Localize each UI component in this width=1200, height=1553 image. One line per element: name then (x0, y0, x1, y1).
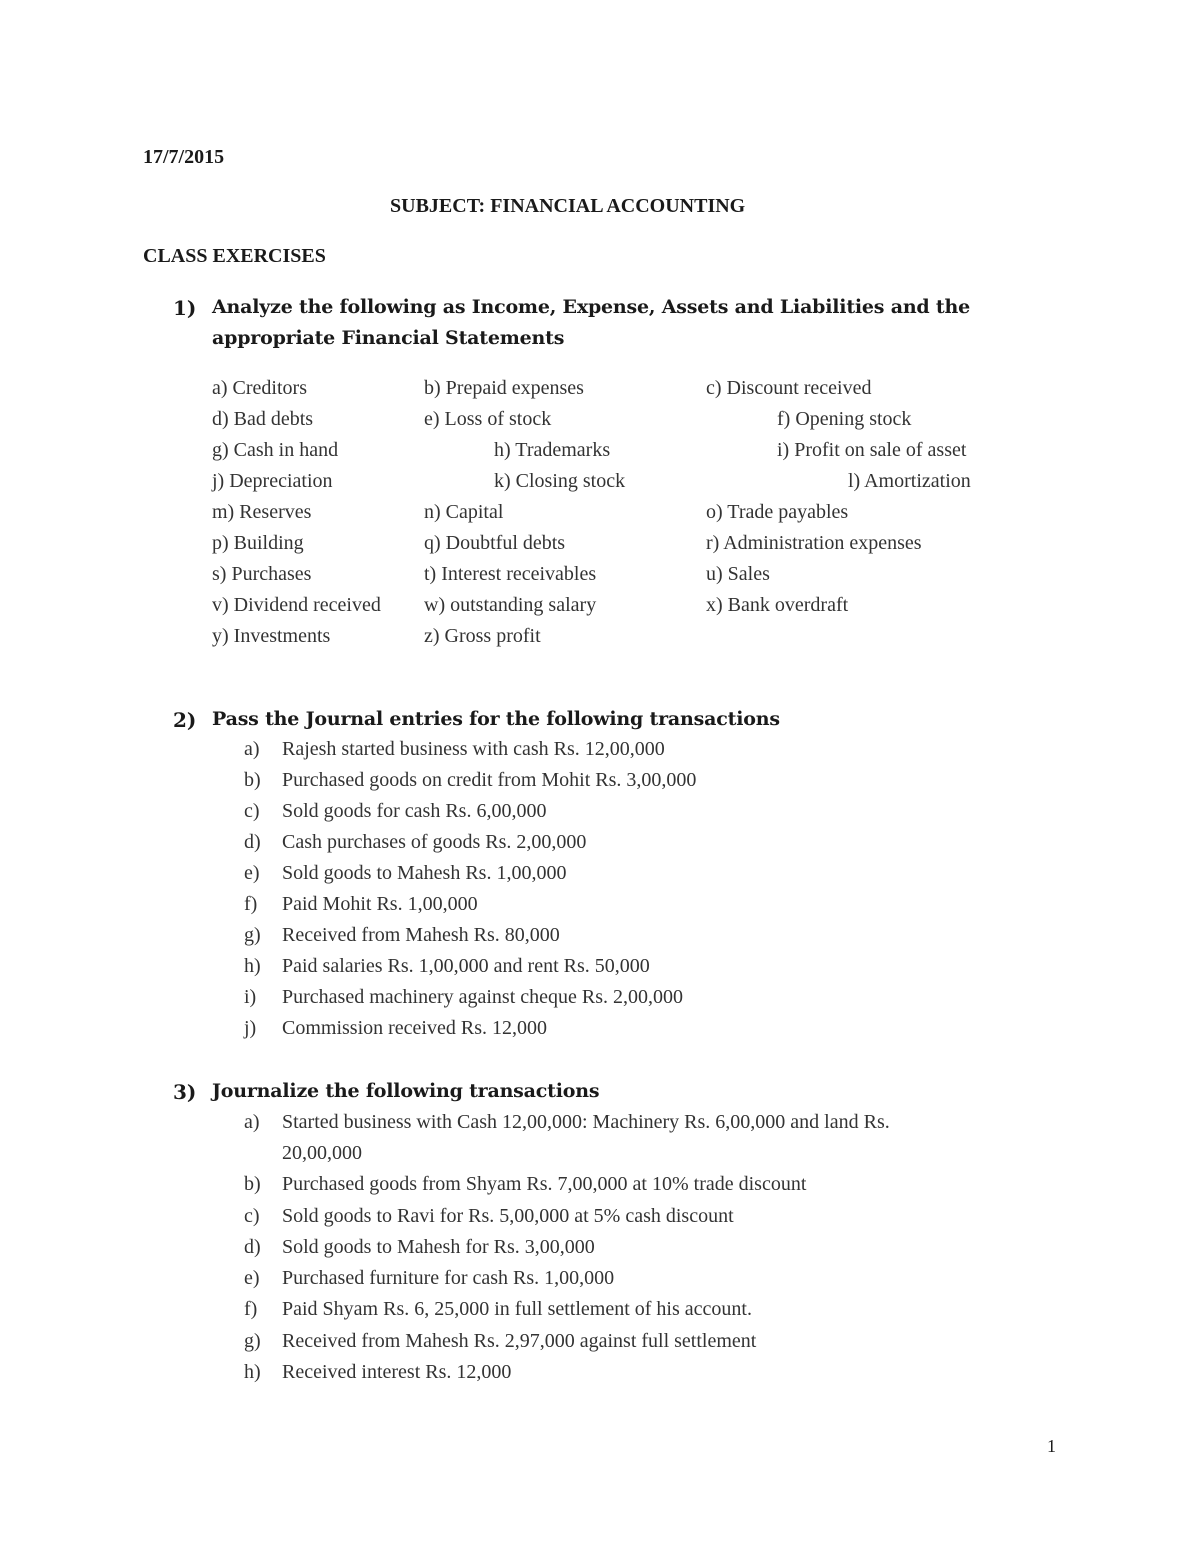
list-item: Commission received Rs. 12,000 (282, 1017, 547, 1039)
list-item: Purchased machinery against cheque Rs. 2,00,000 (282, 986, 684, 1008)
list-item: Paid Shyam Rs. 6, 25,000 in full settlement of his account. (282, 1298, 752, 1320)
term: y) Investments (212, 625, 331, 647)
term: v) Dividend received (212, 594, 381, 616)
term: g) Cash in hand (212, 439, 339, 461)
list-item: Sold goods to Ravi for Rs. 5,00,000 at 5% cash discount (282, 1205, 734, 1227)
list-item-label: c) (244, 800, 260, 822)
list-item: Cash purchases of goods Rs. 2,00,000 (282, 831, 587, 853)
term: n) Capital (424, 501, 504, 523)
list-item: Paid Mohit Rs. 1,00,000 (282, 893, 478, 915)
list-item-continuation: 20,00,000 (282, 1142, 362, 1164)
list-item: Sold goods for cash Rs. 6,00,000 (282, 800, 547, 822)
term: t) Interest receivables (424, 563, 597, 585)
list-item: Sold goods to Mahesh for Rs. 3,00,000 (282, 1236, 595, 1258)
list-item: Purchased furniture for cash Rs. 1,00,000 (282, 1267, 615, 1289)
list-item: Purchased goods on credit from Mohit Rs. 3,00,000 (282, 769, 697, 791)
term: i) Profit on sale of asset (777, 439, 967, 461)
list-item: Sold goods to Mahesh Rs. 1,00,000 (282, 862, 567, 884)
list-item-label: h) (244, 955, 261, 977)
page-number: 1 (1047, 1436, 1056, 1456)
term: z) Gross profit (424, 625, 541, 647)
list-item: Paid salaries Rs. 1,00,000 and rent Rs. 50,000 (282, 955, 650, 977)
list-item-label: j) (244, 1017, 257, 1039)
term: q) Doubtful debts (424, 532, 566, 554)
list-item: Received interest Rs. 12,000 (282, 1361, 512, 1383)
list-item-label: g) (244, 1330, 261, 1352)
term: s) Purchases (212, 563, 312, 585)
term: j) Depreciation (212, 470, 333, 492)
term: r) Administration expenses (706, 532, 922, 554)
date: 17/7/2015 (143, 146, 225, 168)
list-item-label: a) (244, 1111, 260, 1133)
term: w) outstanding salary (424, 594, 597, 616)
list-item: Received from Mahesh Rs. 80,000 (282, 924, 560, 946)
list-item-label: e) (244, 1267, 260, 1289)
list-item-label: f) (244, 893, 258, 915)
subject-heading: SUBJECT: FINANCIAL ACCOUNTING (390, 195, 746, 217)
term: p) Building (212, 532, 304, 554)
question-2-title: Pass the Journal entries for the following transactions (212, 708, 780, 730)
term: h) Trademarks (494, 439, 611, 461)
list-item-label: e) (244, 862, 260, 884)
term: o) Trade payables (706, 501, 849, 523)
question-1-title-line1: Analyze the following as Income, Expense, Assets and Liabilities and the (212, 296, 971, 318)
question-3-number: 3) (173, 1080, 197, 1104)
list-item-label: g) (244, 924, 261, 946)
term: x) Bank overdraft (706, 594, 849, 616)
list-item: Rajesh started business with cash Rs. 12,00,000 (282, 738, 665, 760)
term: e) Loss of stock (424, 408, 552, 430)
term: b) Prepaid expenses (424, 377, 584, 399)
term: k) Closing stock (494, 470, 626, 492)
question-2-number: 2) (173, 708, 197, 732)
list-item-label: b) (244, 769, 261, 791)
list-item: Purchased goods from Shyam Rs. 7,00,000 at 10% trade discount (282, 1173, 807, 1195)
list-item-label: d) (244, 831, 261, 853)
term: l) Amortization (848, 470, 971, 492)
list-item: Received from Mahesh Rs. 2,97,000 against full settlement (282, 1330, 757, 1352)
list-item-label: b) (244, 1173, 261, 1195)
term: c) Discount received (706, 377, 872, 399)
question-3-title: Journalize the following transactions (212, 1080, 600, 1102)
term: d) Bad debts (212, 408, 314, 430)
term: u) Sales (706, 563, 770, 585)
list-item-label: h) (244, 1361, 261, 1383)
list-item-label: i) (244, 986, 257, 1008)
term: a) Creditors (212, 377, 307, 399)
term: f) Opening stock (777, 408, 912, 430)
list-item-label: c) (244, 1205, 260, 1227)
list-item-label: f) (244, 1298, 258, 1320)
list-item-label: d) (244, 1236, 261, 1258)
list-item: Started business with Cash 12,00,000: Machinery Rs. 6,00,000 and land Rs. (282, 1111, 890, 1133)
list-item-label: a) (244, 738, 260, 760)
question-1-number: 1) (173, 296, 197, 320)
question-1-title-line2: appropriate Financial Statements (212, 327, 565, 349)
term: m) Reserves (212, 501, 312, 523)
class-exercises-heading: CLASS EXERCISES (143, 245, 326, 267)
